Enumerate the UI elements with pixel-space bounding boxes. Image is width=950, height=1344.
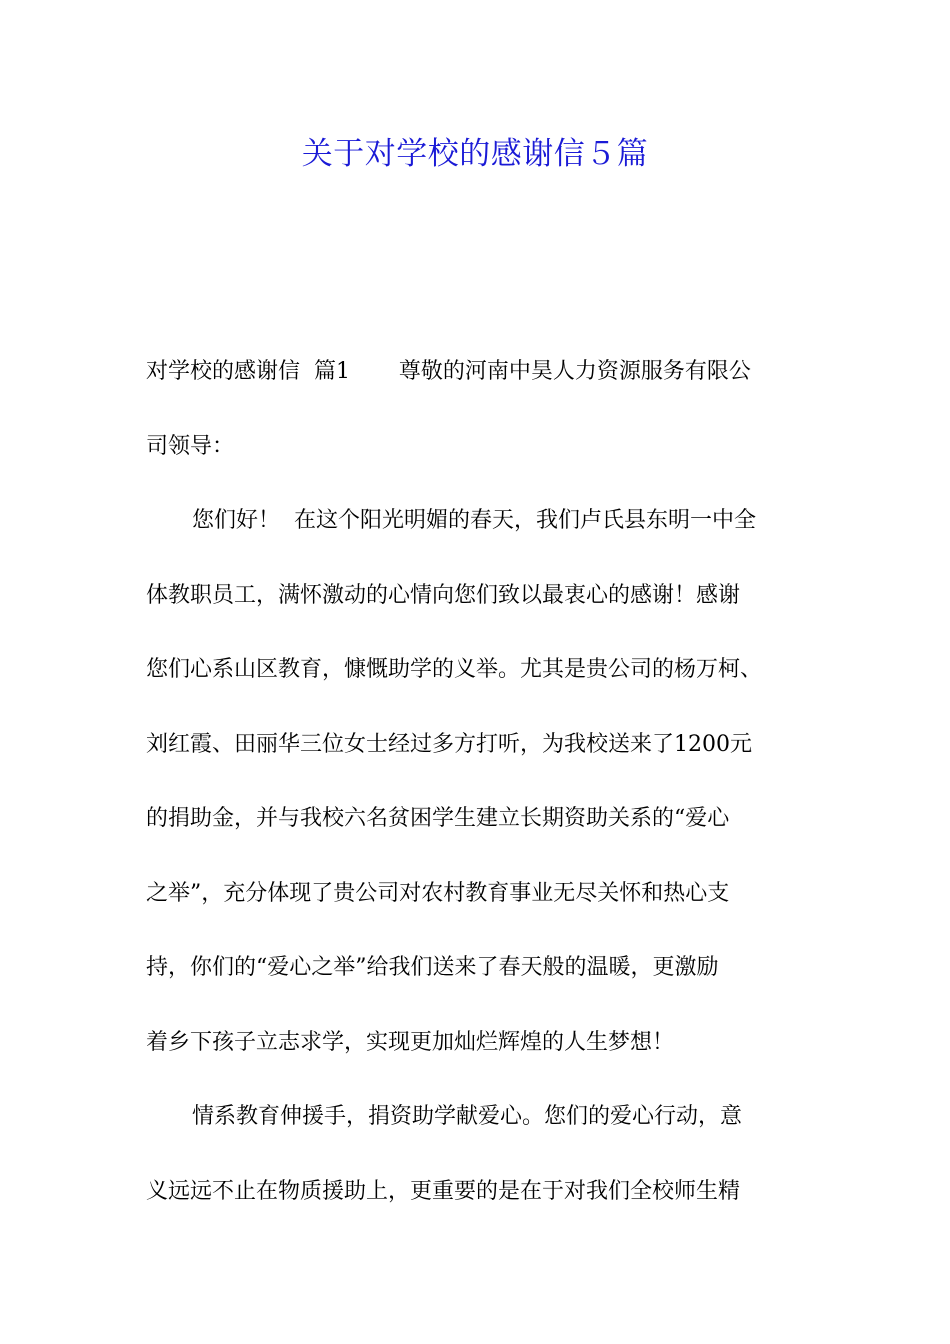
letter-body xyxy=(146,335,810,1229)
paragraph-line: 之举”，充分体现了贵公司对农村教育事业无尽关怀和热心支 xyxy=(146,880,730,906)
document-title: 关于对学校的感谢信５篇 xyxy=(301,136,649,172)
paragraph-line: 体教职员工，满怀激动的心情向您们致以最衷心的感谢！感谢 xyxy=(146,582,741,608)
paragraph-line: 持，你们的“爱心之举”给我们送来了春天般的温暖，更激励 xyxy=(146,955,719,980)
paragraph-line: 刘红霞、田丽华三位女士经过多方打听，为我校送来了1200元 xyxy=(146,731,752,757)
paragraph-line: 对学校的感谢信 篇1 尊敬的河南中昊人力资源服务有限公 xyxy=(146,359,751,384)
paragraph-line: 您们好！ 在这个阳光明媚的春天，我们卢氏县东明一中全 xyxy=(192,508,756,533)
paragraph-line: 着乡下孩子立志求学，实现更加灿烂辉煌的人生梦想！ xyxy=(146,1029,675,1055)
paragraph-line: 的捐助金，并与我校六名贫困学生建立长期资助关系的“爱心 xyxy=(146,806,730,831)
paragraph-line: 您们心系山区教育，慷慨助学的义举。尤其是贵公司的杨万柯、 xyxy=(146,657,763,682)
paragraph-line: 义远远不止在物质援助上，更重要的是在于对我们全校师生精 xyxy=(146,1178,741,1204)
paragraph-line: 情系教育伸援手，捐资助学献爱心。您们的爱心行动，意 xyxy=(192,1104,743,1129)
paragraph-line: 司领导： xyxy=(146,433,235,459)
